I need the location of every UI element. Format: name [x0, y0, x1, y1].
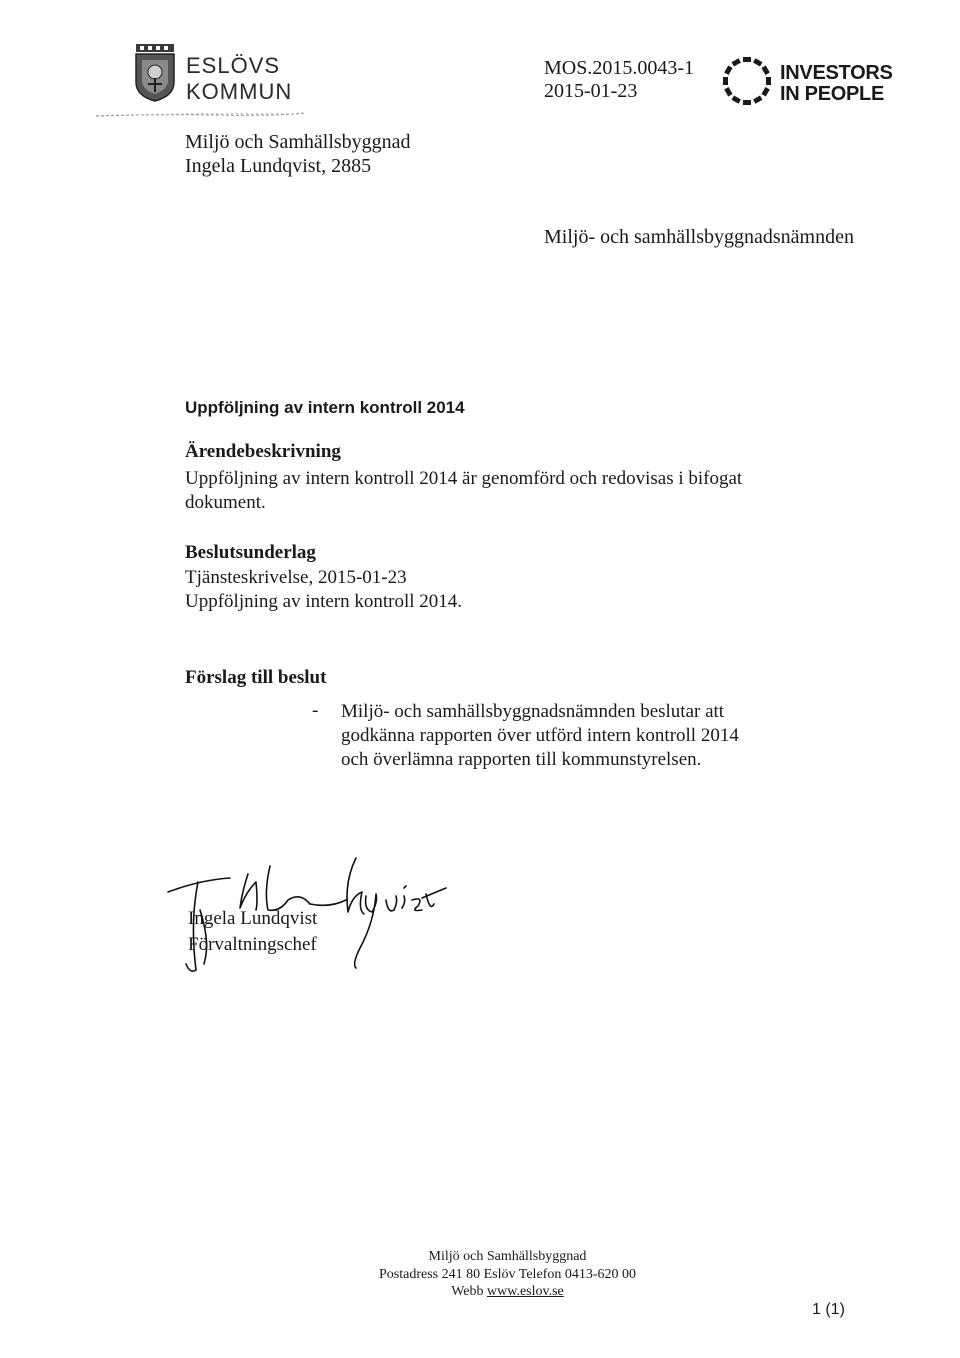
reference-number: MOS.2015.0043-1: [544, 57, 695, 79]
logo-text-line2: KOMMUN: [186, 79, 293, 104]
sender-department: Miljö och Samhällsbyggnad: [185, 131, 411, 153]
basis-item: Uppföljning av intern kontroll 2014.: [185, 591, 463, 612]
website-link[interactable]: www.eslov.se: [487, 1284, 564, 1299]
signatory-name: Ingela Lundqvist: [188, 908, 318, 929]
sender-contact: Ingela Lundqvist, 2885: [185, 155, 372, 177]
description-heading: Ärendebeskrivning: [185, 441, 341, 462]
recipient: Miljö- och samhällsbyggnadsnämnden: [544, 226, 854, 248]
logo-underline-decoration: [96, 112, 306, 117]
proposal-text: Miljö- och samhällsbyggnadsnämnden beslutar att godkänna rapporten över utförd intern kontroll 2014 och överlämna rapporten till kommunstyrelsen.: [341, 701, 739, 770]
investors-in-people-icon: [722, 56, 772, 106]
coat-of-arms-logo: [134, 44, 176, 102]
footer-address: Postadress 241 80 Eslöv Telefon 0413-620 00: [379, 1267, 636, 1282]
footer-web: [0, 1284, 960, 1300]
page-number: 1 (1): [812, 1301, 845, 1318]
description-text: Uppföljning av intern kontroll 2014 är genomförd och redovisas i bifogat dokument.: [185, 468, 743, 513]
basis-heading: Beslutsunderlag: [185, 542, 316, 563]
badge-text-line1: INVESTORS: [780, 62, 893, 84]
reference-date: 2015-01-23: [544, 80, 638, 102]
badge-text-line2: IN PEOPLE: [780, 83, 884, 105]
basis-item: Tjänsteskrivelse, 2015-01-23: [185, 567, 407, 588]
footer-web-label: Webb: [451, 1284, 484, 1299]
signatory-role: Förvaltningschef: [188, 934, 317, 955]
logo-text-line1: ESLÖVS: [186, 53, 281, 78]
proposal-heading: Förslag till beslut: [185, 667, 327, 688]
document-title: Uppföljning av intern kontroll 2014: [185, 398, 465, 417]
proposal-bullet: -: [312, 700, 319, 721]
footer-department: Miljö och Samhällsbyggnad: [428, 1249, 587, 1264]
